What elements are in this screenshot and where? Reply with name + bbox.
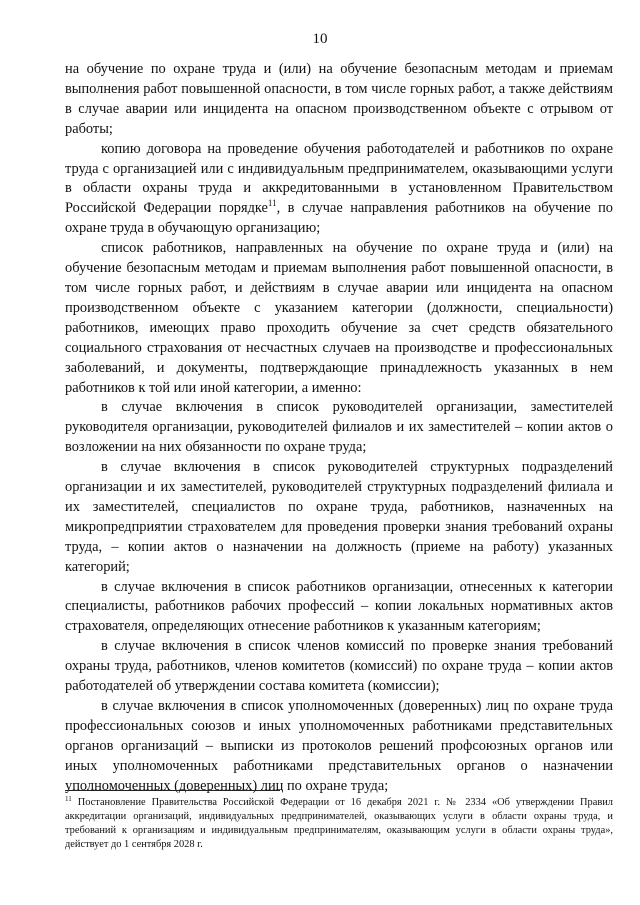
footnote-separator: [65, 790, 280, 791]
document-body: [65, 60, 613, 797]
page-number: 10: [312, 31, 328, 47]
footnote-reference[interactable]: 11: [267, 198, 277, 209]
footnote-marker: 11: [65, 795, 72, 803]
footnote-text: Постановление Правительства Российской Федерации от 16 декабря 2021 г. № 2334 «Об утверждении Правил аккредитации организаций, индивидуальных предпринимателей, оказывающих услуги в области охраны труда, и требований к организациям и индивидуальным предпринимателям, оказывающим услуги в области охраны труда», действует до 1 сентября 2028 г.: [65, 797, 613, 850]
paragraph: список работников, направленных на обучение по охране труда и (или) на обучение безопасным методам и приемам выполнения работ повышенной опасности, в том числе горных работ, и действиям в случае аварии или инцидента на опасном производственном объекте с указанием категории (должности, специальности) работников, имеющих право проходить обучение за счет средств обязательного социального страхования от несчастных случаев на производстве и профессиональных заболеваний, и документы, подтверждающие принадлежность указанных в нем работников к той или иной категории, а именно:: [65, 240, 613, 396]
paragraph: в случае включения в список руководителей структурных подразделений организации и их заместителей, руководителей структурных подразделений филиала и их заместителей, специалистов по охране труда, работников, назначенных на микропредприятии страхователем для проведения проверки знания требований охраны труда, – копии актов о назначении на должность (приеме на работу) указанных категорий;: [65, 459, 613, 575]
paragraph-text: , в случае направления работников на обучение по охране труда в обучающую организацию;: [65, 200, 613, 237]
footnote: [65, 796, 613, 852]
paragraph: в случае включения в список руководителей организации, заместителей руководителя организации, руководителей филиалов и их заместителей – копии актов о возложении на них обязанности по охране труда;: [65, 399, 613, 456]
paragraph: в случае включения в список уполномоченных (доверенных) лиц по охране труда профессиональных союзов и иных уполномоченных работниками представительных органов организаций – выписки из протоколов решений профсоюзных органов или иных уполномоченных работниками представительных органов о назначении уполномоченных (доверенных) лиц по охране труда;: [65, 698, 613, 794]
paragraph: на обучение по охране труда и (или) на обучение безопасным методам и приемам выполнения работ повышенной опасности, в том числе горных работ, а также действиям в случае аварии или инцидента на опасном производственном объекте с отрывом от работы;: [65, 61, 613, 137]
paragraph: в случае включения в список работников организации, отнесенных к категории специалисты, работников рабочих профессий – копии локальных нормативных актов страхователя, определяющих отнесение работников к указанным категориям;: [65, 578, 613, 635]
paragraph: в случае включения в список членов комиссий по проверке знания требований охраны труда, работников, членов комитетов (комиссий) по охране труда – копии актов работодателей об утверждении состава комитета (комиссии);: [65, 638, 613, 695]
paragraph-text: копию договора на проведение обучения работодателей и работников по охране труда с организацией или с индивидуальным предпринимателем, оказывающими услуги в области охраны труда и аккредитованными в установленном Правительством Российской Федерации порядке: [65, 140, 613, 217]
paragraph: [65, 140, 613, 240]
